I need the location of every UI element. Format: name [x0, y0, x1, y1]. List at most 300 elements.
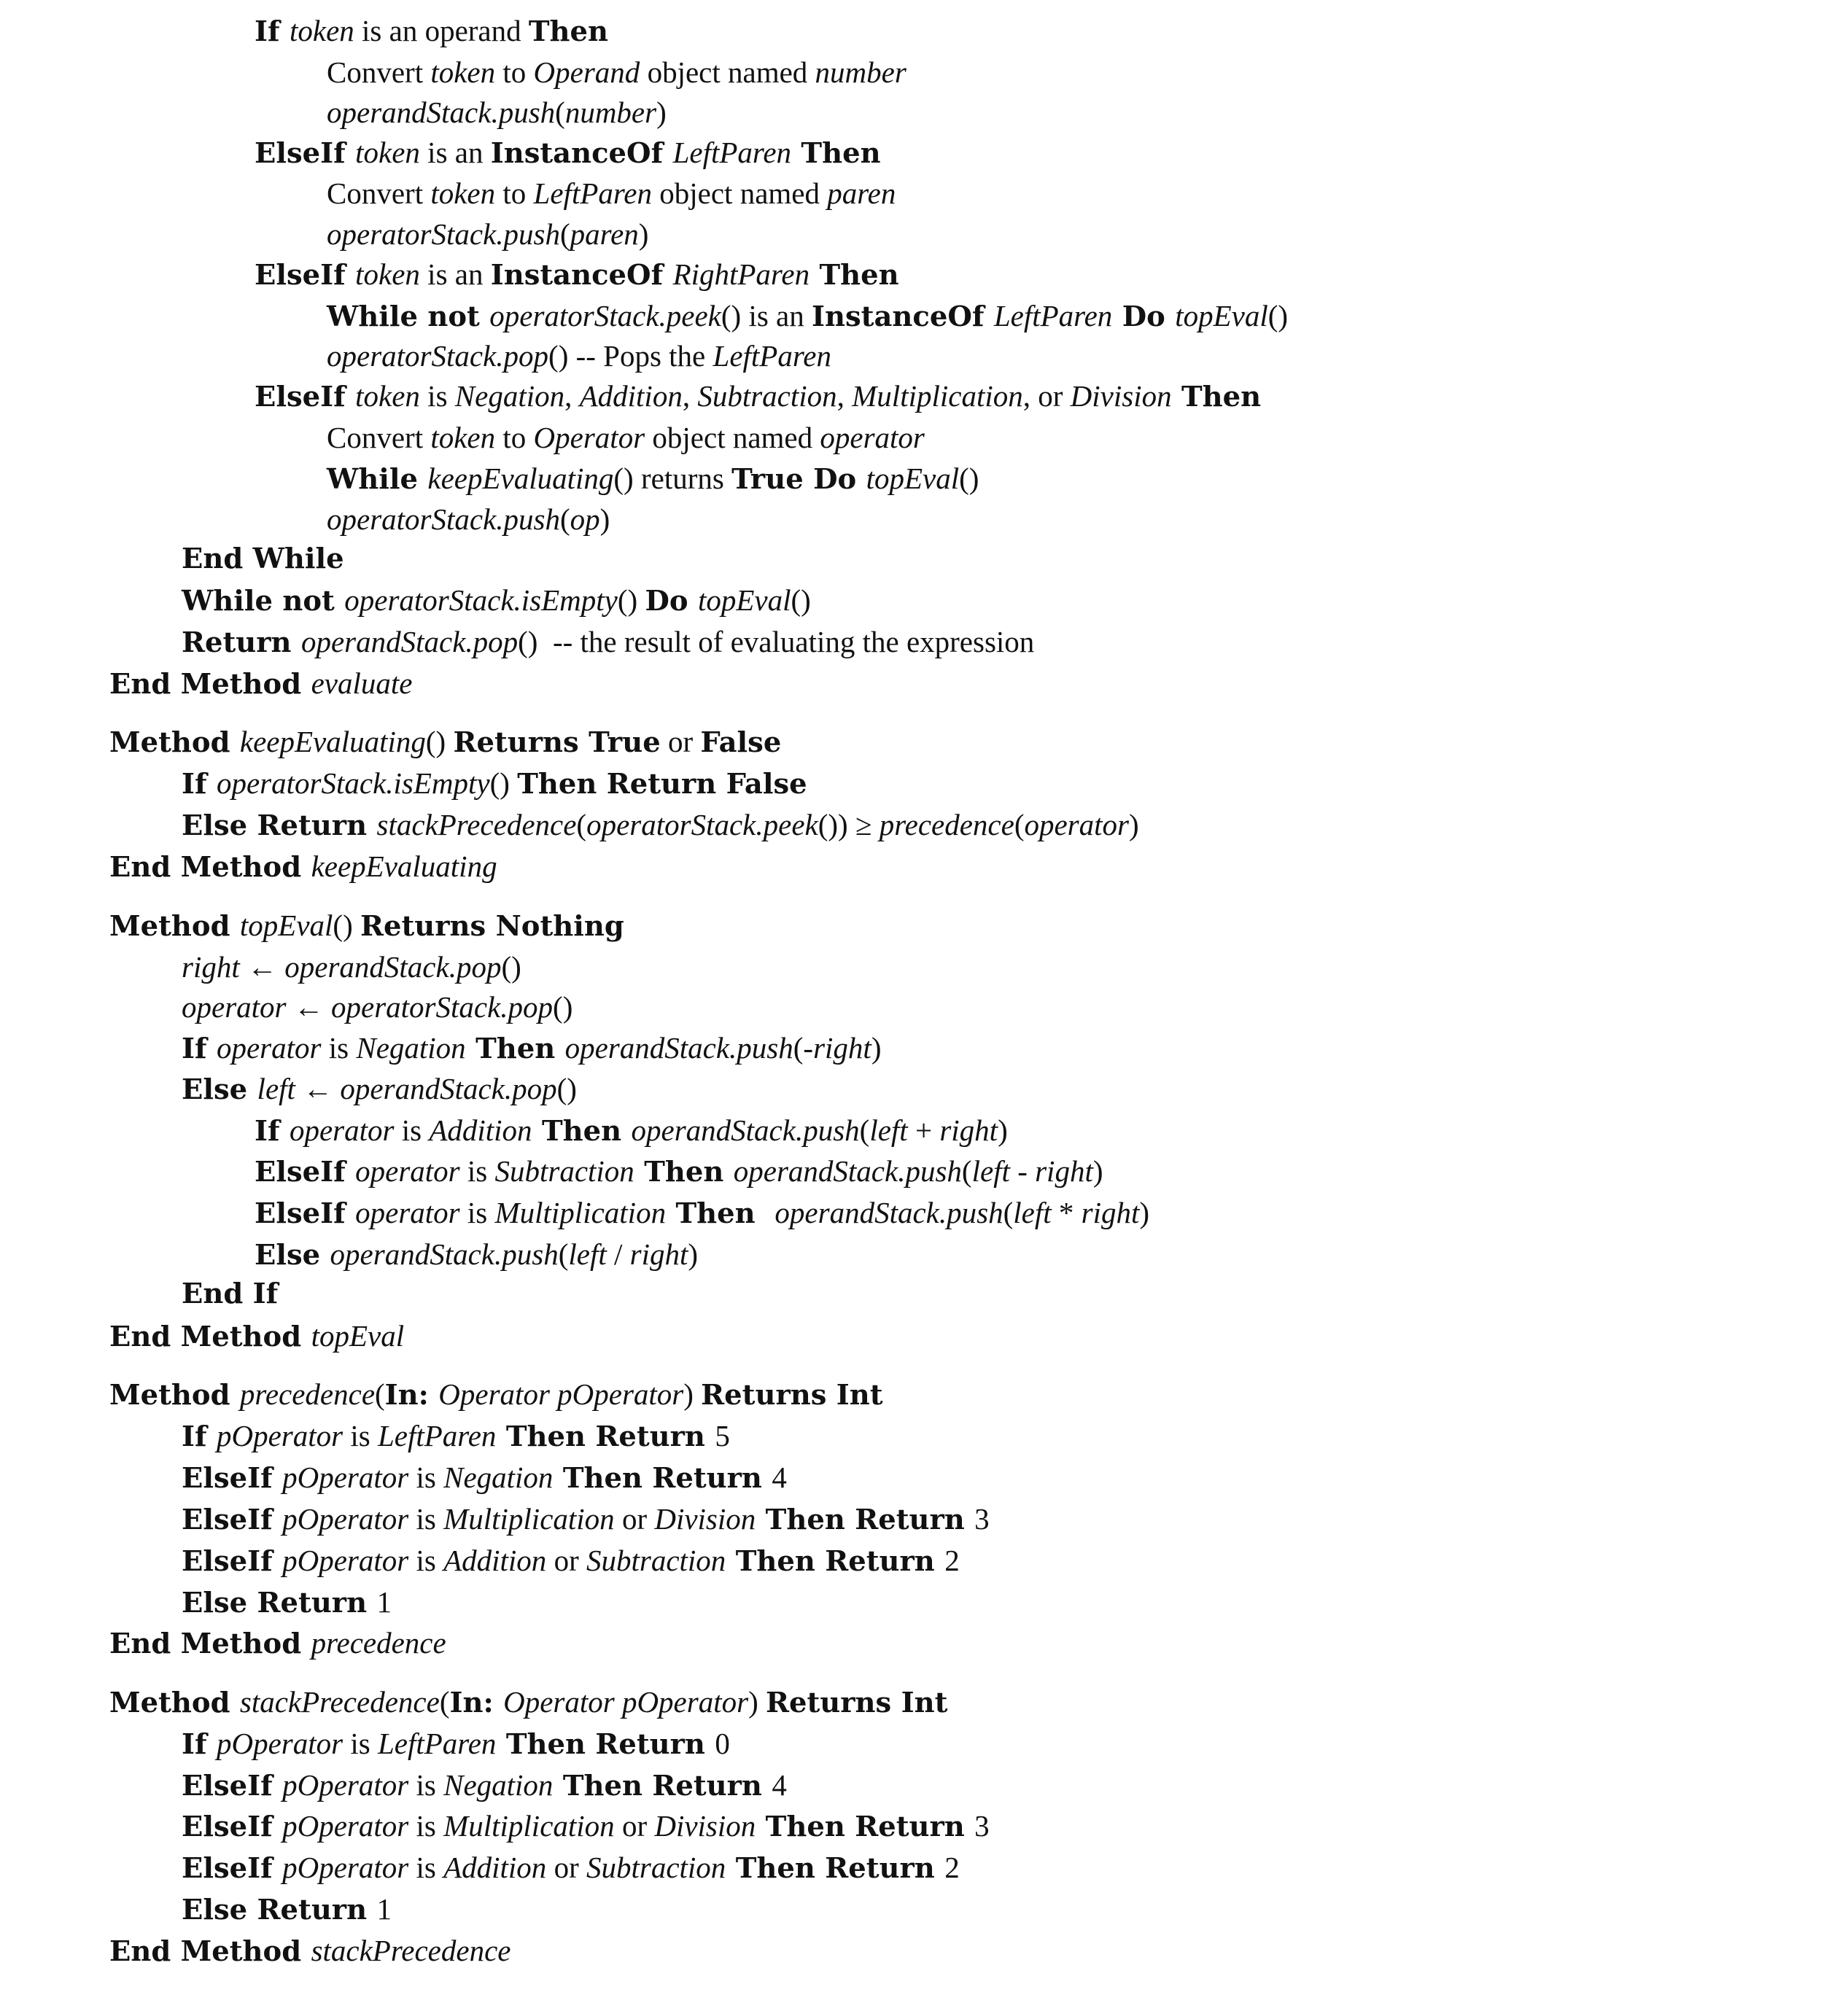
keyword: Then Return — [726, 1852, 945, 1885]
code-text: Convert — [327, 421, 431, 454]
identifier: operator — [1024, 808, 1129, 841]
code-text: ( — [576, 808, 587, 841]
identifier: LeftParen — [533, 176, 653, 210]
keyword: Else — [182, 1073, 257, 1106]
code-text: or — [614, 1502, 655, 1536]
code-line — [182, 1805, 990, 1846]
code-line — [109, 721, 781, 762]
code-text: () — [333, 909, 360, 942]
code-line — [182, 1889, 392, 1929]
code-line — [182, 1540, 960, 1581]
code-text: - — [1009, 1154, 1036, 1188]
code-text: ) — [748, 1685, 766, 1719]
identifier: keepEvaluating — [311, 849, 497, 883]
identifier: Division — [1070, 379, 1172, 413]
keyword: True Do — [731, 463, 866, 496]
identifier: operator — [355, 1154, 460, 1188]
code-text: ( — [560, 502, 570, 536]
keyword: End Method — [109, 1321, 311, 1353]
identifier: topEval — [239, 909, 333, 942]
keyword: Then — [634, 1156, 734, 1189]
identifier: Multiplication — [852, 379, 1023, 413]
code-line — [255, 1234, 698, 1275]
code-text: () — [425, 725, 454, 758]
identifier: token — [430, 421, 496, 454]
identifier: Subtraction — [494, 1154, 634, 1188]
keyword: End Method — [109, 851, 311, 884]
code-text: is an — [419, 257, 491, 291]
code-line — [255, 376, 1261, 416]
code-line — [182, 987, 572, 1027]
identifier: operatorStack.push — [327, 502, 560, 536]
code-line — [182, 1723, 730, 1764]
code-line — [327, 214, 648, 254]
identifier: paren — [570, 217, 639, 251]
keyword: Then Return — [726, 1545, 945, 1578]
identifier: Addition — [443, 1544, 547, 1577]
code-line — [327, 458, 979, 499]
keyword: Then Return — [496, 1728, 715, 1761]
identifier: Addition — [443, 1851, 547, 1884]
keyword: InstanceOf — [490, 259, 673, 292]
code-text: 2 — [944, 1851, 960, 1884]
identifier: precedence — [311, 1626, 446, 1660]
keyword: Method — [109, 1687, 240, 1719]
code-text: ) — [1092, 1154, 1103, 1188]
identifier: operator — [820, 421, 925, 454]
code-text: is — [419, 379, 455, 413]
code-text: is — [408, 1544, 444, 1577]
identifier: topEval — [866, 462, 960, 495]
identifier: LeftParen — [672, 136, 792, 169]
identifier: Addition — [429, 1113, 532, 1147]
code-text: is — [408, 1809, 444, 1843]
identifier: right — [182, 950, 240, 984]
identifier: token — [355, 379, 420, 413]
code-text: ( — [1003, 1196, 1014, 1229]
keyword: InstanceOf — [812, 300, 994, 333]
code-text: + — [907, 1113, 940, 1147]
identifier: Multiplication — [494, 1196, 667, 1229]
code-line — [182, 1582, 392, 1622]
keyword: ElseIf — [182, 1852, 283, 1885]
identifier: LeftParen — [377, 1419, 497, 1452]
identifier: right — [629, 1237, 688, 1271]
code-text: () — [1267, 299, 1289, 332]
identifier: token — [430, 55, 496, 89]
identifier: operatorStack.push — [327, 217, 560, 251]
identifier: operatorStack.isEmpty — [344, 583, 618, 617]
keyword: In: — [449, 1687, 504, 1719]
code-text: ( — [375, 1377, 385, 1411]
identifier: paren — [827, 176, 896, 210]
keyword: End Method — [109, 1627, 311, 1660]
keyword: Then — [810, 259, 899, 292]
keyword: If — [182, 768, 217, 801]
identifier: left — [257, 1072, 295, 1105]
identifier: op — [570, 502, 600, 536]
keyword: Else Return — [182, 1587, 377, 1619]
identifier: Subtraction — [586, 1544, 726, 1577]
identifier: keepEvaluating — [427, 462, 614, 495]
code-line — [182, 580, 811, 621]
code-text: 4 — [772, 1768, 787, 1802]
identifier: pOperator — [282, 1544, 409, 1577]
code-text: ( — [859, 1113, 870, 1147]
keyword: Then Return — [756, 1811, 975, 1843]
code-text: 3 — [974, 1809, 990, 1843]
code-text: ) — [599, 502, 610, 536]
identifier: operator — [182, 990, 287, 1024]
code-text: is — [408, 1768, 444, 1802]
keyword: ElseIf — [255, 1197, 356, 1230]
keyword: If — [255, 15, 290, 48]
code-text: () — [501, 950, 521, 984]
code-line — [109, 1930, 510, 1971]
code-line — [327, 173, 896, 214]
identifier: precedence — [239, 1377, 376, 1411]
keyword: In: — [384, 1379, 439, 1412]
code-text: ) — [1128, 808, 1139, 841]
code-text: object named — [640, 55, 815, 89]
identifier: Division — [654, 1502, 756, 1536]
identifier: left — [971, 1154, 1010, 1188]
code-line — [109, 1622, 446, 1663]
keyword: Then — [528, 15, 609, 48]
code-line — [182, 621, 1034, 662]
identifier: operator — [216, 1031, 322, 1065]
code-text: / — [606, 1237, 630, 1271]
keyword: If — [182, 1420, 217, 1453]
identifier: RightParen — [672, 257, 810, 291]
code-text: is — [321, 1031, 357, 1065]
code-text: is — [459, 1196, 495, 1229]
code-text: ( — [560, 217, 570, 251]
code-text: ( — [793, 1031, 804, 1065]
code-text: ( — [961, 1154, 972, 1188]
keyword: End If — [182, 1277, 279, 1310]
code-text: ) — [871, 1031, 882, 1065]
code-text: is — [408, 1502, 444, 1536]
identifier: operatorStack.pop — [327, 339, 549, 373]
identifier: Operator pOperator — [503, 1685, 749, 1719]
code-text: ) — [688, 1237, 699, 1271]
keyword: If — [255, 1115, 290, 1148]
identifier: token — [355, 257, 420, 291]
code-text: ← — [239, 950, 285, 984]
keyword: ElseIf — [182, 1504, 283, 1536]
identifier: operatorStack.pop — [331, 990, 554, 1024]
code-text: 1 — [376, 1585, 392, 1619]
keyword: ElseIf — [255, 1156, 356, 1189]
identifier: Subtraction — [697, 379, 837, 413]
keyword: ElseIf — [182, 1811, 283, 1843]
identifier: operandStack.pop — [300, 625, 519, 658]
identifier: pOperator — [282, 1851, 409, 1884]
identifier: right — [1081, 1196, 1140, 1229]
code-line — [109, 663, 412, 704]
identifier: left — [869, 1113, 908, 1147]
keyword: Else — [255, 1239, 330, 1272]
code-line — [182, 1415, 730, 1456]
identifier: Operator pOperator — [438, 1377, 684, 1411]
code-text: , — [836, 379, 853, 413]
code-line — [182, 1027, 881, 1068]
keyword: ElseIf — [182, 1462, 283, 1495]
identifier: right — [939, 1113, 998, 1147]
code-text: ) — [656, 96, 667, 129]
code-text: to — [495, 55, 534, 89]
identifier: Multiplication — [443, 1502, 615, 1536]
keyword: End While — [182, 542, 344, 575]
code-text: ( — [555, 96, 565, 129]
code-line — [255, 10, 608, 51]
identifier: Operand — [533, 55, 640, 89]
keyword: InstanceOf — [490, 137, 673, 170]
code-line — [327, 295, 1288, 336]
code-line — [182, 1847, 960, 1888]
code-line — [255, 132, 881, 173]
code-text: to — [495, 176, 534, 210]
keyword: Returns True — [453, 726, 661, 759]
identifier: token — [289, 14, 354, 47]
code-line — [182, 763, 807, 804]
identifier: stackPrecedence — [239, 1685, 440, 1719]
identifier: pOperator — [216, 1419, 343, 1452]
code-text: () — [791, 583, 811, 617]
code-line — [109, 846, 497, 887]
keyword: ElseIf — [255, 137, 356, 170]
code-text: , — [682, 379, 698, 413]
code-line — [109, 1315, 404, 1356]
keyword: ElseIf — [255, 381, 356, 413]
identifier: pOperator — [216, 1727, 343, 1760]
code-line — [182, 539, 344, 580]
identifier: number — [815, 55, 906, 89]
identifier: token — [355, 136, 420, 169]
code-text: * — [1051, 1196, 1082, 1229]
identifier: operandStack.push — [631, 1113, 860, 1147]
keyword: Then — [465, 1032, 565, 1065]
identifier: operatorStack.peek — [586, 808, 818, 841]
code-text: 0 — [715, 1727, 730, 1760]
code-text: is an — [419, 136, 491, 169]
keyword: Method — [109, 726, 240, 759]
code-text: 4 — [772, 1461, 787, 1494]
identifier: Negation — [356, 1031, 466, 1065]
keyword: Then Return False — [517, 768, 807, 801]
identifier: pOperator — [282, 1768, 409, 1802]
identifier: Subtraction — [586, 1851, 726, 1884]
identifier: operandStack.pop — [284, 950, 502, 984]
identifier: operandStack.push — [330, 1237, 559, 1271]
keyword: Else Return — [182, 809, 377, 842]
code-line — [327, 92, 667, 133]
code-text: 2 — [944, 1544, 960, 1577]
identifier: pOperator — [282, 1461, 409, 1494]
keyword: Returns Int — [701, 1379, 883, 1412]
code-text: Convert — [327, 176, 431, 210]
code-text: , — [564, 379, 580, 413]
identifier: operandStack.push — [327, 96, 556, 129]
code-text: ( — [1014, 808, 1025, 841]
code-line — [255, 1151, 1103, 1191]
code-line — [182, 1274, 278, 1315]
identifier: operandStack.pop — [340, 1072, 557, 1105]
code-text: ( — [558, 1237, 569, 1271]
code-line — [255, 254, 899, 295]
identifier: topEval — [697, 583, 791, 617]
code-text: object named — [652, 176, 828, 210]
code-line — [109, 905, 624, 946]
identifier: Multiplication — [443, 1809, 615, 1843]
keyword: While not — [327, 300, 490, 333]
identifier: pOperator — [282, 1809, 409, 1843]
code-text: ← — [295, 1072, 341, 1105]
code-text: ← — [286, 990, 331, 1024]
keyword: Returns Nothing — [360, 910, 624, 943]
code-line — [182, 1068, 577, 1109]
keyword: Return — [182, 626, 301, 659]
identifier: pOperator — [282, 1502, 409, 1536]
code-text: () is an — [721, 299, 812, 332]
code-text: or — [546, 1851, 586, 1884]
code-text: is — [343, 1727, 378, 1760]
keyword: While not — [182, 585, 345, 618]
code-text: () -- Pops the — [548, 339, 713, 373]
code-text: or — [660, 725, 701, 758]
identifier: left — [1013, 1196, 1052, 1229]
identifier: operator — [289, 1113, 395, 1147]
keyword: ElseIf — [255, 259, 356, 292]
code-text: is an operand — [354, 14, 529, 47]
code-line — [327, 417, 925, 458]
keyword: Then Return — [756, 1504, 975, 1536]
code-line — [182, 1765, 787, 1805]
identifier: token — [430, 176, 496, 210]
keyword: Do — [1112, 300, 1176, 333]
keyword: End Method — [109, 1935, 311, 1968]
keyword: End Method — [109, 668, 311, 701]
identifier: Operator — [533, 421, 645, 454]
code-text: is — [343, 1419, 378, 1452]
code-text: 5 — [715, 1419, 730, 1452]
code-text: Convert — [327, 55, 431, 89]
code-line — [255, 1110, 1008, 1151]
code-text: is — [408, 1851, 444, 1884]
code-text: () -- the result of evaluating the expression — [518, 625, 1035, 658]
keyword: Then — [791, 137, 881, 170]
identifier: topEval — [311, 1319, 405, 1353]
code-text: () — [959, 462, 979, 495]
identifier: stackPrecedence — [311, 1934, 511, 1967]
code-line — [109, 1374, 883, 1415]
keyword: Then Return — [553, 1770, 772, 1802]
code-line — [182, 804, 1139, 845]
code-text: () — [556, 1072, 577, 1105]
code-text: to — [495, 421, 534, 454]
keyword: Then — [666, 1197, 775, 1230]
code-text: ) — [683, 1377, 702, 1411]
identifier: operandStack.push — [733, 1154, 962, 1188]
code-text: object named — [645, 421, 820, 454]
identifier: Division — [654, 1809, 756, 1843]
code-text: is — [394, 1113, 430, 1147]
keyword: If — [182, 1032, 217, 1065]
code-line — [182, 946, 521, 987]
code-text: 3 — [974, 1502, 990, 1536]
identifier: Negation — [443, 1461, 554, 1494]
identifier: operatorStack.peek — [489, 299, 721, 332]
code-text: ) — [998, 1113, 1008, 1147]
identifier: operandStack.push — [774, 1196, 1003, 1229]
code-text: or — [614, 1809, 655, 1843]
keyword: Then — [1171, 381, 1262, 413]
code-line — [182, 1498, 990, 1539]
keyword: While — [327, 463, 428, 496]
code-text: () — [489, 766, 518, 800]
code-line — [255, 1192, 1149, 1233]
code-text: () — [553, 990, 573, 1024]
code-line — [182, 1457, 787, 1498]
code-text: is — [459, 1154, 495, 1188]
keyword: False — [700, 726, 782, 759]
code-text: is — [408, 1461, 444, 1494]
identifier: left — [568, 1237, 607, 1271]
identifier: LeftParen — [993, 299, 1113, 332]
identifier: stackPrecedence — [376, 808, 577, 841]
identifier: LeftParen — [713, 339, 831, 373]
identifier: operandStack.push — [564, 1031, 793, 1065]
code-line — [109, 1681, 947, 1722]
code-text: () returns — [613, 462, 732, 495]
keyword: If — [182, 1728, 217, 1761]
code-text: , or — [1022, 379, 1071, 413]
keyword: Method — [109, 1379, 240, 1412]
code-text: or — [546, 1544, 586, 1577]
identifier: keepEvaluating — [239, 725, 426, 758]
keyword: Then Return — [496, 1420, 715, 1453]
identifier: operator — [355, 1196, 460, 1229]
identifier: Negation — [454, 379, 565, 413]
identifier: evaluate — [311, 666, 413, 700]
code-line — [327, 52, 906, 93]
identifier: precedence — [879, 808, 1014, 841]
code-text: 1 — [376, 1892, 392, 1926]
keyword: Method — [109, 910, 240, 943]
keyword: Then Return — [553, 1462, 772, 1495]
keyword: ElseIf — [182, 1770, 283, 1802]
keyword: Else Return — [182, 1894, 377, 1926]
code-line — [327, 499, 610, 540]
identifier: topEval — [1175, 299, 1268, 332]
keyword: Do — [645, 585, 698, 618]
identifier: LeftParen — [377, 1727, 497, 1760]
keyword: Then — [532, 1115, 632, 1148]
code-text: ()) ≥ — [818, 808, 880, 841]
identifier: number — [564, 96, 657, 129]
identifier: operatorStack.isEmpty — [216, 766, 490, 800]
identifier: -right — [803, 1031, 871, 1065]
keyword: ElseIf — [182, 1545, 283, 1578]
code-line — [327, 335, 831, 376]
identifier: Negation — [443, 1768, 554, 1802]
code-text: ) — [638, 217, 649, 251]
keyword: Returns Int — [765, 1687, 948, 1719]
identifier: right — [1035, 1154, 1093, 1188]
code-text: ) — [1139, 1196, 1150, 1229]
code-text: ( — [439, 1685, 450, 1719]
